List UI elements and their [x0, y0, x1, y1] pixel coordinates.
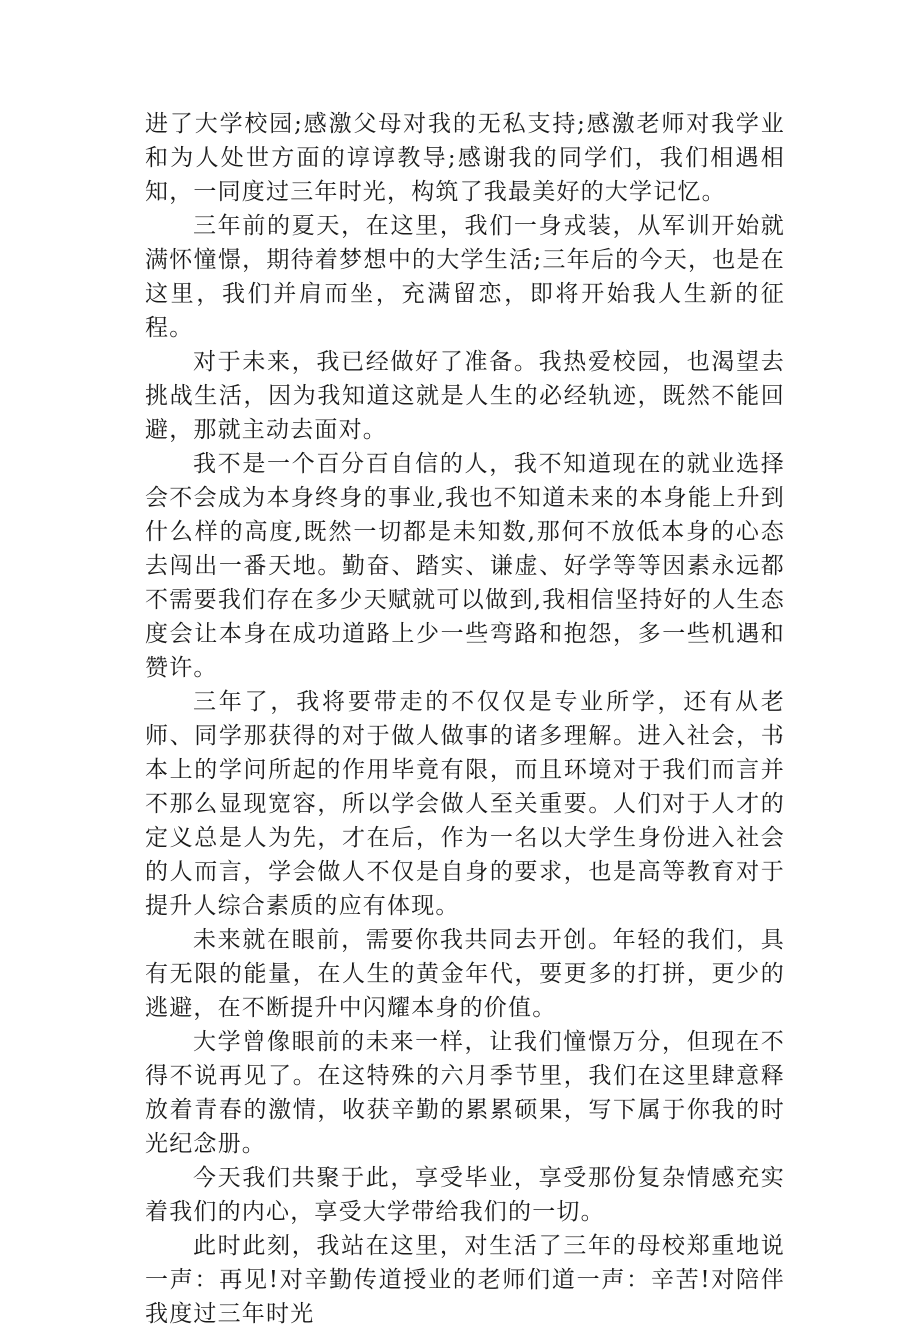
- document-page: [145, 107, 785, 1331]
- paragraph-9: 此时此刻，我站在这里，对生活了三年的母校郑重地说一声：再见!对辛勤传道授业的老师们道一声：辛苦!对陪伴我度过三年时光: [145, 1233, 785, 1327]
- paragraph-5: 三年了，我将要带走的不仅仅是专业所学，还有从老师、同学那获得的对于做人做事的诸多理解。进入社会，书本上的学问所起的作用毕竟有限，而且环境对于我们而言并不那么显现宽容，所以学会做人至关重要。人们对于人才的定义总是人为先，才在后，作为一名以大学生身份进入社会的人而言，学会做人不仅是自身的要求，也是高等教育对于提升人综合素质的应有体现。: [145, 689, 785, 919]
- paragraph-8: 今天我们共聚于此，享受毕业，享受那份复杂情感充实着我们的内心，享受大学带给我们的一切。: [145, 1165, 785, 1225]
- paragraph-3: 对于未来，我已经做好了准备。我热爱校园，也渴望去挑战生活，因为我知道这就是人生的必经轨迹，既然不能回避，那就主动去面对。: [145, 349, 785, 443]
- paragraph-7: 大学曾像眼前的未来一样，让我们憧憬万分，但现在不得不说再见了。在这特殊的六月季节里，我们在这里肆意释放着青春的激情，收获辛勤的累累硕果，写下属于你我的时光纪念册。: [145, 1029, 785, 1157]
- paragraph-6: 未来就在眼前，需要你我共同去开创。年轻的我们，具有无限的能量，在人生的黄金年代，要更多的打拼，更少的逃避，在不断提升中闪耀本身的价值。: [145, 927, 785, 1021]
- paragraph-2: 三年前的夏天，在这里，我们一身戎装，从军训开始就满怀憧憬，期待着梦想中的大学生活;三年后的今天，也是在这里，我们并肩而坐，充满留恋，即将开始我人生新的征程。: [145, 213, 785, 341]
- paragraph-1: 进了大学校园;感激父母对我的无私支持;感激老师对我学业和为人处世方面的谆谆教导;感谢我的同学们，我们相遇相知，一同度过三年时光，构筑了我最美好的大学记忆。: [145, 111, 785, 205]
- paragraph-4: 我不是一个百分百自信的人，我不知道现在的就业选择会不会成为本身终身的事业,我也不知道未来的本身能上升到什么样的高度,既然一切都是未知数,那何不放低本身的心态去闯出一番天地。勤奋、踏实、谦虚、好学等等因素永远都不需要我们存在多少天赋就可以做到,我相信坚持好的人生态度会让本身在成功道路上少一些弯路和抱怨，多一些机遇和赞许。: [145, 451, 785, 681]
